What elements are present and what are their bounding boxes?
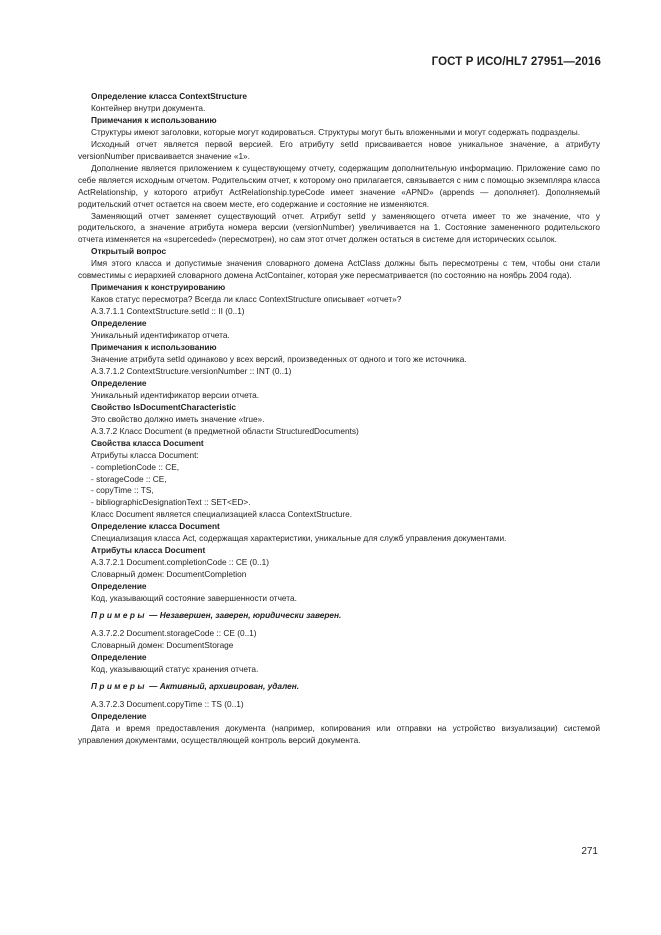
section-heading: Определение класса Document (91, 521, 220, 532)
paragraph: Дополнение является приложением к существующему отчету, содержащим дополнительную информацию. Приложение само по себе является исходным отчетом. Родительским отчет, к которому оно прилагается, связывается с ним с помощью экземпляра класса ActRelationship, у которого атрибут ActRelationship.typeCode имеет значение «APND» (appends — дополняет). Дополняемый родительский отчет остается на своем месте, его содержание и состояние не изменяются. (78, 162, 600, 209)
paragraph: Уникальный идентификатор отчета. (91, 330, 230, 341)
paragraph: Уникальный идентификатор версии отчета. (91, 389, 260, 400)
paragraph: Класс Document является специализацией класса ContextStructure. (91, 509, 353, 520)
section-heading: Определение (91, 710, 147, 721)
paragraph: Имя этого класса и допустимые значения словарного домена ActClass должны быть пересмотрены с тем, чтобы они стали совместимы с иерархией словарного домена ActContainer, которая уже пересматривается (по состоянию на ноябрь 2004 года). (78, 258, 600, 281)
section-heading: Примечания к конструированию (91, 282, 226, 293)
example-text: — Незавершен, заверен, юридически заверен. (146, 609, 342, 620)
paragraph: Значение атрибута setId одинаково у всех версий, произведенных от одного и того же источника. (91, 353, 467, 364)
section-heading: Атрибуты класса Document (91, 545, 206, 556)
paragraph: - storageCode :: CE, (91, 473, 167, 484)
paragraph: Код, указывающий состояние завершенности отчета. (91, 593, 297, 604)
section-heading: Примечания к использованию (91, 114, 217, 125)
example-note (78, 681, 600, 693)
paragraph: Атрибуты класса Document: (91, 449, 199, 460)
section-heading: Примечания к использованию (91, 342, 217, 353)
paragraph: Заменяющий отчет заменяет существующий отчет. Атрибут setId у заменяющего отчета имеет то же значение, что у родительского, а значение атрибута номера версии (versionNumber) увеличивается на 1. Состояние замененного родительского отчета изменяется на «superceded» (пересмотрен), но сам этот отчет должен остаться в системе для исторических ссылок. (78, 210, 600, 245)
paragraph: A.3.7.2.3 Document.copyTime :: TS (0..1) (91, 698, 244, 709)
paragraph: Контейнер внутри документа. (91, 102, 206, 113)
paragraph: - bibliographicDesignationText :: SET<ED>. (91, 497, 251, 508)
paragraph: Код, указывающий статус хранения отчета. (91, 663, 259, 674)
section-heading: Определение (91, 377, 147, 388)
section-heading: Открытый вопрос (91, 246, 167, 257)
section-heading: Свойства класса Document (91, 437, 204, 448)
example-label: Примеры (91, 609, 147, 620)
paragraph: A.3.7.1.1 ContextStructure.setId :: II (0..1) (91, 306, 245, 317)
paragraph: Структуры имеют заголовки, которые могут кодироваться. Структуры могут быть вложенными и могут содержать подразделы. (91, 126, 581, 137)
paragraph: A.3.7.2.2 Document.storageCode :: CE (0..1) (91, 627, 257, 638)
paragraph: A.3.7.2.1 Document.completionCode :: CE (0..1) (91, 557, 270, 568)
paragraph: Дата и время предоставления документа (например, копирования или отправки на устройство визуализации) системой управления документами, осуществляющей контроль версий документа. (78, 722, 600, 745)
paragraph: Это свойство должно иметь значение «true». (91, 413, 265, 424)
section-heading: Определение класса ContextStructure (91, 91, 247, 101)
paragraph: Словарный домен: DocumentCompletion (91, 569, 247, 580)
paragraph: Исходный отчет является первой версией. Его атрибуту setId присваивается новое уникальное значение, а атрибуту versionNumber присваивается значение «1». (78, 138, 600, 161)
section-heading: Свойство IsDocumentCharacteristic (91, 401, 237, 412)
section-heading: Определение (91, 651, 147, 662)
paragraph: A.3.7.2 Класс Document (в предметной области StructuredDocuments) (91, 425, 359, 436)
paragraph: Словарный домен: DocumentStorage (91, 639, 234, 650)
section-heading: Определение (91, 581, 147, 592)
paragraph: Специализация класса Act, содержащая характеристики, уникальные для служб управления документами. (91, 533, 507, 544)
paragraph: A.3.7.1.2 ContextStructure.versionNumber :: INT (0..1) (91, 365, 292, 376)
example-label: Примеры (91, 680, 147, 691)
example-note (78, 610, 600, 622)
paragraph: - copyTime :: TS, (91, 485, 154, 496)
document-header: ГОСТ Р ИСО/HL7 27951—2016 (431, 56, 601, 68)
paragraph: - completionCode :: CE, (91, 461, 180, 472)
page-number: 271 (581, 846, 598, 857)
paragraph: Каков статус пересмотра? Всегда ли класс ContextStructure описывает «отчет»? (91, 294, 402, 305)
example-text: — Активный, архивирован, удален. (146, 680, 300, 691)
document-body (78, 91, 600, 747)
section-heading: Определение (91, 318, 147, 329)
